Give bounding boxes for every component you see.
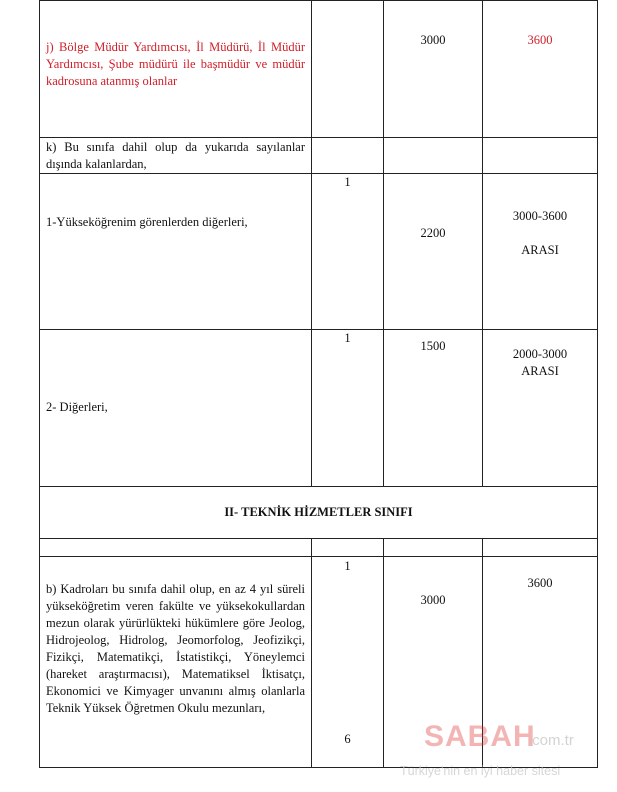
row-b-text: b) Kadroları bu sınıfa dahil olup, en az 4 yıl süreli yükseköğretim veren fakülte ve yüksekokullardan mezun olarak yürürlükteki hükümlere göre Jeolog, Hidrojeolog, Hidrolog, Jeomorfolog, Jeofizikçi, Fizikçi, Matematikçi, İstatistikçi, Yöneylemci (hareket araştırmacısı), Matematiksel İktisatçı, Ekonomici ve Kimyager unvanını almış olanlarla Teknik Yüksek Öğretmen Okulu mezunları, xyxy=(46,582,305,715)
row-k1-value: 2200 xyxy=(420,226,446,240)
row-j-max-value: 3600 xyxy=(527,33,553,47)
row-k2-col3 xyxy=(384,330,483,487)
row-k2-range-label: ARASI xyxy=(521,364,559,378)
row-b-description xyxy=(40,557,312,768)
watermark-logo: SABAH xyxy=(424,720,536,753)
spacer-col3 xyxy=(384,539,483,557)
table-row xyxy=(40,1,598,138)
row-k-col3 xyxy=(384,138,483,174)
table-row xyxy=(40,138,598,174)
table-row xyxy=(40,330,598,487)
row-k1-col3 xyxy=(384,174,483,330)
section-heading: II- TEKNİK HİZMETLER SINIFI xyxy=(40,487,598,539)
watermark-tagline: Türkiye'nin en iyi haber sitesi xyxy=(400,764,561,778)
table-row xyxy=(40,487,598,539)
spacer-col4 xyxy=(483,539,598,557)
row-k1-range-label: ARASI xyxy=(521,243,559,257)
row-k2-col2 xyxy=(312,330,384,487)
row-k-description xyxy=(40,138,312,174)
row-k1-col2 xyxy=(312,174,384,330)
row-b-max-value: 3600 xyxy=(527,576,553,590)
row-b-col2 xyxy=(312,557,384,768)
row-b-count-bottom: 6 xyxy=(344,732,351,746)
salary-table xyxy=(39,0,598,768)
spacer-col2 xyxy=(312,539,384,557)
row-k1-text: 1-Yükseköğrenim görenlerden diğerleri, xyxy=(46,215,248,229)
row-k2-col4 xyxy=(483,330,598,487)
row-k2-range: 2000-3000 xyxy=(512,347,568,361)
row-j-col3 xyxy=(384,1,483,138)
spacer-col1 xyxy=(40,539,312,557)
row-j-value: 3000 xyxy=(420,33,446,47)
row-j-description xyxy=(40,1,312,138)
watermark xyxy=(400,720,614,784)
row-b-count-top: 1 xyxy=(344,559,351,573)
table-row xyxy=(40,539,598,557)
watermark-domain: .com.tr xyxy=(528,732,574,749)
row-k1-description xyxy=(40,174,312,330)
row-k2-text: 2- Diğerleri, xyxy=(46,400,108,414)
row-j-col2 xyxy=(312,1,384,138)
row-k1-col4 xyxy=(483,174,598,330)
row-k-col2 xyxy=(312,138,384,174)
row-k-text: k) Bu sınıfa dahil olup da yukarıda sayılanlar dışında kalanlardan, xyxy=(46,140,305,171)
row-k2-description xyxy=(40,330,312,487)
row-k2-value: 1500 xyxy=(420,339,446,353)
row-j-text: j) Bölge Müdür Yardımcısı, İl Müdürü, İl Müdür Yardımcısı, Şube müdürü ile başmüdür ve müdür kadrosuna atanmış olanlar xyxy=(46,40,305,88)
table-row xyxy=(40,174,598,330)
row-k-col4 xyxy=(483,138,598,174)
row-k1-range: 3000-3600 xyxy=(512,209,568,223)
row-b-value: 3000 xyxy=(420,593,446,607)
row-k1-count: 1 xyxy=(344,175,351,189)
row-k2-count: 1 xyxy=(344,331,351,345)
row-j-col4 xyxy=(483,1,598,138)
